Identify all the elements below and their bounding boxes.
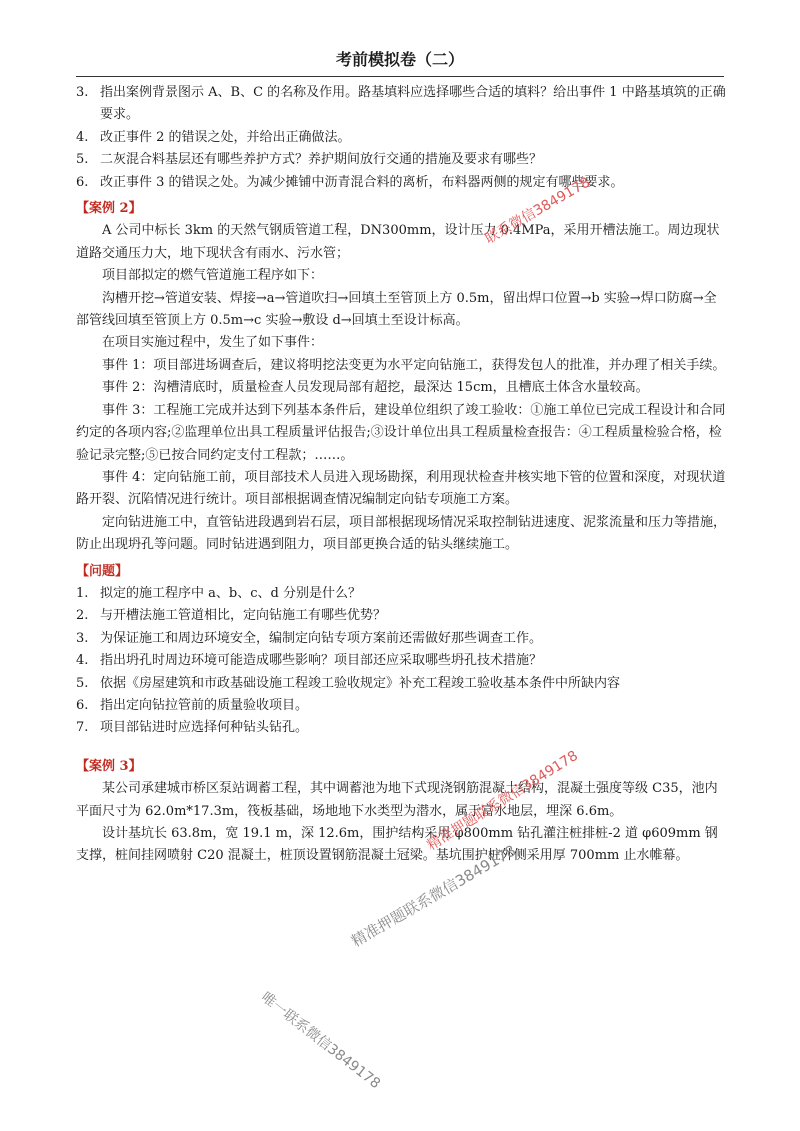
paragraph: 某公司承建城市桥区泵站调蓄工程，其中调蓄池为地下式现浇钢筋混凝土结构，混凝土强度等级 C35，池内平面尺寸为 62.0m*17.3m，筏板基础，场地地下水类型为潜水，属于富水地层，埋深 6.6m。 <box>76 781 718 819</box>
item-text: 拟定的施工程序中 a、b、c、d 分别是什么？ <box>100 585 361 601</box>
item-number: 6. <box>76 174 89 190</box>
item-text: 与开槽法施工管道相比，定向钻施工有哪些优势？ <box>100 608 387 624</box>
watermark: 联系微信3849178 <box>482 174 593 248</box>
item-number: 6. <box>76 697 89 713</box>
list-item <box>76 695 726 717</box>
paragraph: 定向钻进施工中，直管钻进段遇到岩石层，项目部根据现场情况采取控制钻进速度、泥浆流量和压力等措施，防止出现坍孔等问题。同时钻进遇到阻力，项目部更换合适的钻头继续施工。 <box>76 514 727 553</box>
list-item <box>76 583 726 605</box>
item-number: 1. <box>76 585 89 601</box>
questions-heading: 【问题】 <box>76 563 129 579</box>
page-title: 考前模拟卷（二） <box>335 50 464 69</box>
item-text: 指出案例背景图示 A、B、C 的名称及作用。路基填料应选择哪些合适的填料？给出事件 1 中路基填筑的正确要求。 <box>100 85 726 123</box>
paragraph: 项目部拟定的燃气管道施工程序如下： <box>102 268 324 284</box>
item-number: 3. <box>76 630 89 646</box>
item-text: 指出坍孔时周边环境可能造成哪些影响？项目部还应采取哪些坍孔技术措施？ <box>100 653 543 669</box>
item-number: 7. <box>76 720 89 736</box>
list-item <box>76 149 726 171</box>
item-number: 5. <box>76 675 89 691</box>
list-item <box>76 82 726 127</box>
case3-heading: 【案例 3】 <box>76 758 142 774</box>
list-item <box>76 628 726 650</box>
list-item <box>76 673 726 695</box>
paragraph: 事件 2：沟槽清底时，质量检查人员发现局部有超挖，最深达 15cm，且槽底土体含水量较高。 <box>102 380 649 396</box>
item-text: 改正事件 2 的错误之处，并给出正确做法。 <box>100 129 351 145</box>
case2-heading: 【案例 2】 <box>76 201 142 217</box>
item-text: 指出定向钻拉管前的质量验收项目。 <box>100 697 309 713</box>
paragraph: 事件 3：工程施工完成并达到下列基本条件后，建设单位组织了竣工验收：①施工单位已完成工程设计和合同约定的各项内容;②监理单位出具工程质量评估报告;③设计单位出具工程质量检查报告：④工程质量检验合格，检验记录完整;⑤已按合同约定支付工程款；……。 <box>76 402 726 463</box>
page-header <box>76 50 724 77</box>
item-text: 二灰混合料基层还有哪些养护方式？养护期间放行交通的措施及要求有哪些？ <box>100 152 543 168</box>
list-item <box>76 605 726 627</box>
item-text: 为保证施工和周边环境安全，编制定向钻专项方案前还需做好那些调查工作。 <box>100 630 543 646</box>
item-number: 4. <box>76 129 89 145</box>
list-item <box>76 172 726 194</box>
item-number: 2. <box>76 608 89 624</box>
watermark: 精准押题联系微信3849178 <box>348 841 520 951</box>
paragraph: 事件 4：定向钻施工前，项目部技术人员进入现场勘探，利用现状检查井核实地下管的位置和深度，对现状道路开裂、沉陷情况进行统计。项目部根据调查情况编制定向钻专项施工方案。 <box>76 469 726 508</box>
paragraph: 在项目实施过程中，发生了如下事件： <box>102 335 324 351</box>
paragraph: 沟槽开挖→管道安装、焊接→a→管道吹扫→回填土至管顶上方 0.5m，留出焊口位置→b 实验→焊口防腐→全部管线回填至管顶上方 0.5m→c 实验→敷设 d→回填土至设计标高。 <box>76 290 717 329</box>
item-number: 5. <box>76 152 89 168</box>
document-body <box>76 82 726 868</box>
spacer <box>76 740 726 752</box>
list-item <box>76 717 726 739</box>
item-text: 项目部钻进时应选择何种钻头钻孔。 <box>100 720 309 736</box>
watermark: 唯一联系微信3849178 <box>257 989 384 1093</box>
paragraph: A 公司中标长 3km 的天然气钢质管道工程，DN300mm，设计压力 0.4MPa，采用开槽法施工。周边现状道路交通压力大，地下现状含有雨水、污水管； <box>76 223 720 261</box>
list-item <box>76 127 726 149</box>
item-text: 改正事件 3 的错误之处。为减少摊铺中沥青混合料的离析，布料器两侧的规定有哪些要求。 <box>100 174 624 190</box>
paragraph: 设计基坑长 63.8m，宽 19.1 m，深 12.6m，围护结构采用 φ800mm 钻孔灌注桩排桩-2 道 φ609mm 钢支撑，桩间挂网喷射 C20 混凝土，桩顶设置钢筋混凝土冠梁。基坑围护桩外侧采用厚 700mm 止水帷幕。 <box>76 826 718 864</box>
item-number: 3. <box>76 85 89 100</box>
item-text: 依据《房屋建筑和市政基础设施工程竣工验收规定》补充工程竣工验收基本条件中所缺内容 <box>100 675 621 691</box>
item-number: 4. <box>76 653 89 669</box>
paragraph: 事件 1：项目部进场调查后，建议将明挖法变更为水平定向钻施工，获得发包人的批准，并办理了相关手续。 <box>102 357 726 373</box>
watermark: 精准押题联系微信3849178 <box>424 747 581 854</box>
list-item <box>76 650 726 672</box>
